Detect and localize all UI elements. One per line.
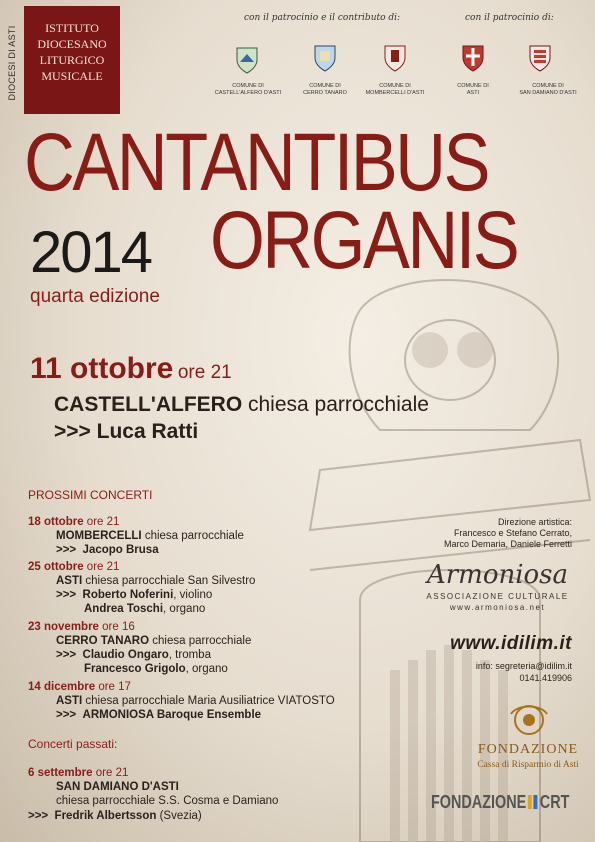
upcoming-heading: PROSSIMI CONCERTI xyxy=(28,488,153,502)
institute-logo xyxy=(24,6,120,114)
patron-label-2: con il patrocinio di: xyxy=(465,13,554,23)
crest-name: COMUNE DI SAN DAMIANO D'ASTI xyxy=(519,83,577,96)
crest-name: COMUNE DI MOMBERCELLI D'ASTI xyxy=(365,83,425,96)
past-venue: chiesa parrocchiale S.S. Cosma e Damiano xyxy=(56,795,279,807)
armoniosa-logo: Armoniosa xyxy=(426,560,569,590)
featured-date-line xyxy=(30,352,232,386)
asti-crest-icon xyxy=(461,42,485,72)
phone-number: 0141.419906 xyxy=(519,673,572,683)
crt-logo-right: CRT xyxy=(539,792,570,812)
fondazione-name: FONDAZIONE xyxy=(477,742,579,757)
crt-bar-icon xyxy=(533,795,537,809)
institute-line: DIOCESANO xyxy=(37,37,107,51)
crest-name: COMUNE DI CERRO TANARO xyxy=(303,83,347,96)
featured-performer: Luca Ratti xyxy=(96,420,199,443)
festival-year: 2014 xyxy=(30,220,152,285)
festival-title-line2: ORGANIS xyxy=(210,195,518,286)
concert-venue-line: ASTI chiesa parrocchiale San Silvestro xyxy=(56,575,256,587)
featured-venue: chiesa parrocchiale xyxy=(248,393,429,416)
featured-date: 11 ottobre xyxy=(30,352,174,385)
crest-name: COMUNE DI ASTI xyxy=(457,83,489,96)
past-place: SAN DAMIANO D'ASTI xyxy=(56,781,179,793)
diocese-label: DIOCESI DI ASTI xyxy=(7,25,17,101)
san-damiano-crest-icon xyxy=(528,42,552,72)
concert-venue-line: MOMBERCELLI chiesa parrocchiale xyxy=(56,530,244,542)
patron-label-1: con il patrocinio e il contributo di: xyxy=(244,13,401,23)
concert-performer-line: >>> Claudio Ongaro, tromba xyxy=(56,649,211,661)
crt-logo xyxy=(431,792,569,813)
concert-performer-line: Andrea Toschi, organo xyxy=(84,603,206,615)
cerro-tanaro-crest-icon xyxy=(313,42,337,72)
past-heading: Concerti passati: xyxy=(28,737,118,751)
concert-performer-line: >>> ARMONIOSA Baroque Ensemble xyxy=(56,709,262,721)
fondazione-subtitle: Cassa di Risparmio di Asti xyxy=(477,760,579,770)
armoniosa-subtitle: ASSOCIAZIONE CULTURALE xyxy=(426,592,569,601)
concert-venue-line: CERRO TANARO chiesa parrocchiale xyxy=(56,635,252,647)
castellalfero-crest-icon xyxy=(235,44,259,74)
crt-logo-left: FONDAZIONE xyxy=(431,792,527,812)
concert-venue-line: ASTI chiesa parrocchiale Maria Ausiliatrice VIATOSTO xyxy=(56,695,335,707)
fondazione-crest-icon xyxy=(507,700,551,740)
mombercelli-crest-icon xyxy=(383,42,407,72)
email-line[interactable]: info: segreteria@idilim.it xyxy=(475,661,572,671)
edition-label: quarta edizione xyxy=(30,286,160,307)
concert-date-line: 18 ottobre ore 21 xyxy=(28,516,120,528)
concert-performer-line: >>> Jacopo Brusa xyxy=(56,544,159,556)
institute-line: LITURGICO xyxy=(39,53,105,67)
concert-date-line: 14 dicembre ore 17 xyxy=(28,681,131,693)
concert-performer-line: Francesco Grigolo, organo xyxy=(84,663,228,675)
institute-line: ISTITUTO xyxy=(45,21,99,35)
crt-bar-icon xyxy=(528,795,532,809)
concert-date-line: 23 novembre ore 16 xyxy=(28,621,135,633)
featured-time: ore 21 xyxy=(177,362,232,383)
concert-date-line: 25 ottobre ore 21 xyxy=(28,561,120,573)
featured-performer-line xyxy=(54,420,198,444)
festival-title-line1: CANTANTIBUS xyxy=(24,117,488,208)
institute-line: MUSICALE xyxy=(41,69,103,83)
featured-place-line xyxy=(54,393,429,417)
past-performer-line: >>> Fredrik Albertsson (Svezia) xyxy=(28,810,202,822)
concert-performer-line: >>> Roberto Noferini, violino xyxy=(56,589,213,601)
website-link[interactable]: www.idilim.it xyxy=(450,633,572,654)
crest-name: COMUNE DI CASTELL'ALFERO D'ASTI xyxy=(214,83,282,96)
featured-arrow: >>> xyxy=(54,420,91,443)
featured-place: CASTELL'ALFERO xyxy=(54,393,243,416)
artistic-direction: Direzione artistica: Francesco e Stefano Cerrato, Marco Demaria, Daniele Ferretti xyxy=(443,517,572,549)
past-date-line: 6 settembre ore 21 xyxy=(28,767,129,779)
armoniosa-url[interactable]: www.armoniosa.net xyxy=(449,603,546,612)
